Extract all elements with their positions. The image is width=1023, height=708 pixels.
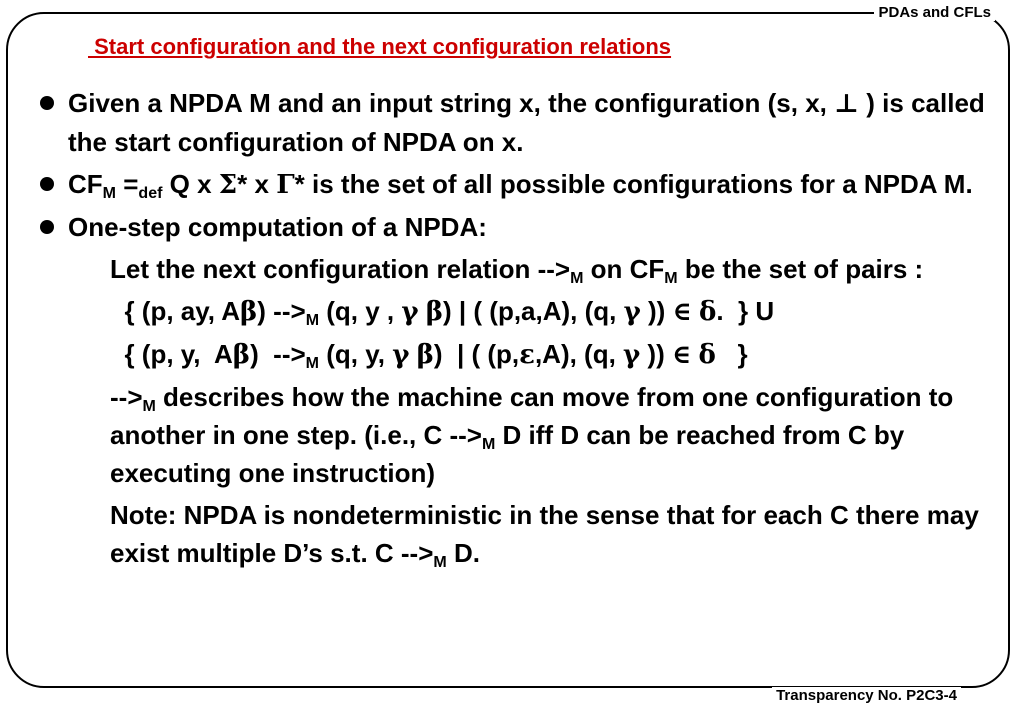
subbullet-relation-set-2: { (p, y, Aβ) $-->_M$ (q, y, γ β) | ( (p,ε,A), (q, γ )) ∈ δ } <box>110 339 748 372</box>
slide-title: Start configuration and the next configuration relations <box>88 34 672 59</box>
slide-content <box>38 84 988 576</box>
bullet-dot-icon <box>40 220 54 234</box>
bullet-start-configuration: Given a NPDA M and an input string x, the configuration (s, x, ⊥ ) is called the start configuration of NPDA on x. <box>38 84 988 161</box>
footer-label: Transparency No. P2C3-4 <box>772 687 961 704</box>
header-label: PDAs and CFLs <box>874 4 995 21</box>
bullet-dot-icon <box>40 96 54 110</box>
subbullet-relation-description: $-->_M$ describes how the machine can move from one configuration to another in one step. (i.e., C $-->_M$ D iff D can be reached from C by executing one instruction) <box>110 382 954 488</box>
subbullet-nondeterminism-note: Note: NPDA is nondeterministic in the sense that for each C there may exist multiple D’s s.t. C $-->_M$ D. <box>110 500 979 571</box>
bullet-dot-icon <box>40 177 54 191</box>
bullet-configurations-set: $CF_M =_{def}$ Q x Σ* x Γ* is the set of all possible configurations for a NPDA M. <box>38 165 988 204</box>
subbullet-relation-set-1: { (p, ay, Aβ) $-->_M$ (q, y , γ β) | ( (p,a,A), (q, γ )) ∈ δ. } U <box>110 296 775 329</box>
subbullet-relation-definition: Let the next configuration relation $-->_M$ on $CF_M$ be the set of pairs : <box>110 254 924 287</box>
bullet-one-step: One-step computation of a NPDA: <box>38 208 988 246</box>
